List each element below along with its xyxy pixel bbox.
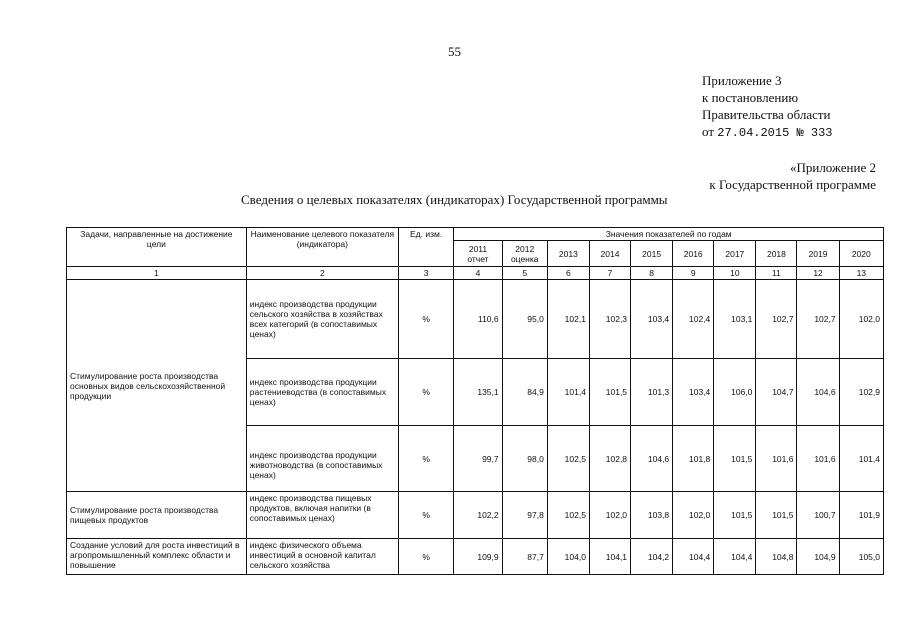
value-cell: 97,8: [502, 492, 547, 539]
page-number: 55: [448, 44, 461, 59]
appendix2-line: к Государственной программе: [709, 177, 876, 192]
column-number: 10: [714, 267, 756, 280]
header-values-group: Значения показателей по годам: [454, 228, 884, 241]
indicator-cell: индекс производства продукции растениеводства (в сопоставимых ценах): [246, 359, 398, 426]
value-cell: 102,7: [797, 280, 839, 359]
document-title: Сведения о целевых показателях (индикаторах) Государственной программы: [241, 192, 668, 207]
resolution-date-number: 27.04.2015 № 333: [717, 126, 833, 140]
table-row: [67, 539, 884, 575]
value-cell: 101,5: [714, 426, 756, 492]
column-number: 5: [502, 267, 547, 280]
header-row: [67, 228, 884, 241]
column-number: 1: [67, 267, 247, 280]
value-cell: 104,6: [797, 359, 839, 426]
year-header: 2013: [547, 241, 589, 267]
value-cell: 95,0: [502, 280, 547, 359]
value-cell: 101,5: [756, 492, 797, 539]
value-cell: 98,0: [502, 426, 547, 492]
year-header: 2018: [756, 241, 797, 267]
year-label: 2011: [468, 243, 488, 254]
value-cell: 101,6: [797, 426, 839, 492]
indicators-table: [66, 227, 884, 575]
value-cell: 104,4: [714, 539, 756, 575]
year-label: 2012: [515, 243, 535, 254]
unit-cell: %: [398, 359, 453, 426]
value-cell: 101,6: [756, 426, 797, 492]
year-header: 2019: [797, 241, 839, 267]
value-cell: 102,5: [547, 492, 589, 539]
unit-cell: %: [398, 280, 453, 359]
value-cell: 109,9: [454, 539, 502, 575]
value-cell: 102,1: [547, 280, 589, 359]
value-cell: 99,7: [454, 426, 502, 492]
value-cell: 103,4: [673, 359, 714, 426]
value-cell: 135,1: [454, 359, 502, 426]
appendix-line: Правительства области: [702, 107, 831, 122]
appendix2-line: «Приложение 2: [789, 160, 876, 175]
unit-cell: %: [398, 426, 453, 492]
year-header: 2020: [839, 241, 883, 267]
value-cell: 101,8: [673, 426, 714, 492]
year-note: отчет: [467, 253, 489, 264]
appendix-line: Приложение 3: [702, 73, 782, 88]
value-cell: 104,1: [589, 539, 630, 575]
value-cell: 101,5: [714, 492, 756, 539]
value-cell: 100,7: [797, 492, 839, 539]
value-cell: 110,6: [454, 280, 502, 359]
value-cell: 102,2: [454, 492, 502, 539]
date-prefix: от: [702, 124, 718, 139]
value-cell: 105,0: [839, 539, 883, 575]
task-cell: Создание условий для роста инвестиций в агропромышленный комплекс области и повышение: [67, 539, 247, 575]
value-cell: 102,5: [547, 426, 589, 492]
column-number: 3: [398, 267, 453, 280]
unit-cell: %: [398, 492, 453, 539]
column-number: 6: [547, 267, 589, 280]
value-cell: 102,4: [673, 280, 714, 359]
column-number: 2: [246, 267, 398, 280]
value-cell: 102,0: [589, 492, 630, 539]
value-cell: 101,5: [589, 359, 630, 426]
task-cell: Стимулирование роста производства пищевых продуктов: [67, 492, 247, 539]
value-cell: 101,3: [631, 359, 673, 426]
value-cell: 104,8: [756, 539, 797, 575]
indicator-cell: индекс производства продукции сельского хозяйства в хозяйствах всех категорий (в сопоставимых ценах): [246, 280, 398, 359]
column-number: 13: [839, 267, 883, 280]
column-number: 8: [631, 267, 673, 280]
value-cell: 104,6: [631, 426, 673, 492]
appendix-line: к постановлению: [702, 90, 799, 105]
year-note: оценка: [510, 253, 539, 264]
column-number-row: [67, 267, 884, 280]
year-header: 2017: [714, 241, 756, 267]
table-row: [67, 280, 884, 359]
value-cell: 101,9: [839, 492, 883, 539]
value-cell: 103,4: [631, 280, 673, 359]
value-cell: 101,4: [547, 359, 589, 426]
value-cell: 104,4: [673, 539, 714, 575]
table-row: [67, 492, 884, 539]
value-cell: 104,7: [756, 359, 797, 426]
column-number: 12: [797, 267, 839, 280]
value-cell: 104,2: [631, 539, 673, 575]
year-header: 2014: [589, 241, 630, 267]
value-cell: 101,4: [839, 426, 883, 492]
value-cell: 102,0: [839, 280, 883, 359]
task-cell: Стимулирование роста производства основных видов сельскохозяйственной продукции: [67, 280, 247, 492]
year-header: 2015: [631, 241, 673, 267]
value-cell: 102,3: [589, 280, 630, 359]
appendix-date-line: [702, 123, 832, 142]
value-cell: 104,9: [797, 539, 839, 575]
value-cell: 87,7: [502, 539, 547, 575]
year-header: [454, 241, 502, 267]
indicator-cell: индекс физического объема инвестиций в основной капитал сельского хозяйства: [246, 539, 398, 575]
header-indicator: Наименование целевого показателя (индикатора): [246, 228, 398, 267]
value-cell: 102,0: [673, 492, 714, 539]
unit-cell: %: [398, 539, 453, 575]
value-cell: 104,0: [547, 539, 589, 575]
indicator-cell: индекс производства продукции животноводства (в сопоставимых ценах): [246, 426, 398, 492]
header-unit: Ед. изм.: [398, 228, 453, 267]
header-task: Задачи, направленные на достижение цели: [67, 228, 247, 267]
year-header: [502, 241, 547, 267]
value-cell: 103,1: [714, 280, 756, 359]
column-number: 4: [454, 267, 502, 280]
indicator-cell: индекс производства пищевых продуктов, включая напитки (в сопоставимых ценах): [246, 492, 398, 539]
value-cell: 102,7: [756, 280, 797, 359]
column-number: 9: [673, 267, 714, 280]
value-cell: 84,9: [502, 359, 547, 426]
column-number: 7: [589, 267, 630, 280]
value-cell: 103,8: [631, 492, 673, 539]
appendix-header: [702, 72, 832, 142]
column-number: 11: [756, 267, 797, 280]
value-cell: 106,0: [714, 359, 756, 426]
value-cell: 102,9: [839, 359, 883, 426]
year-header: 2016: [673, 241, 714, 267]
value-cell: 102,8: [589, 426, 630, 492]
appendix2-header: [709, 159, 876, 193]
